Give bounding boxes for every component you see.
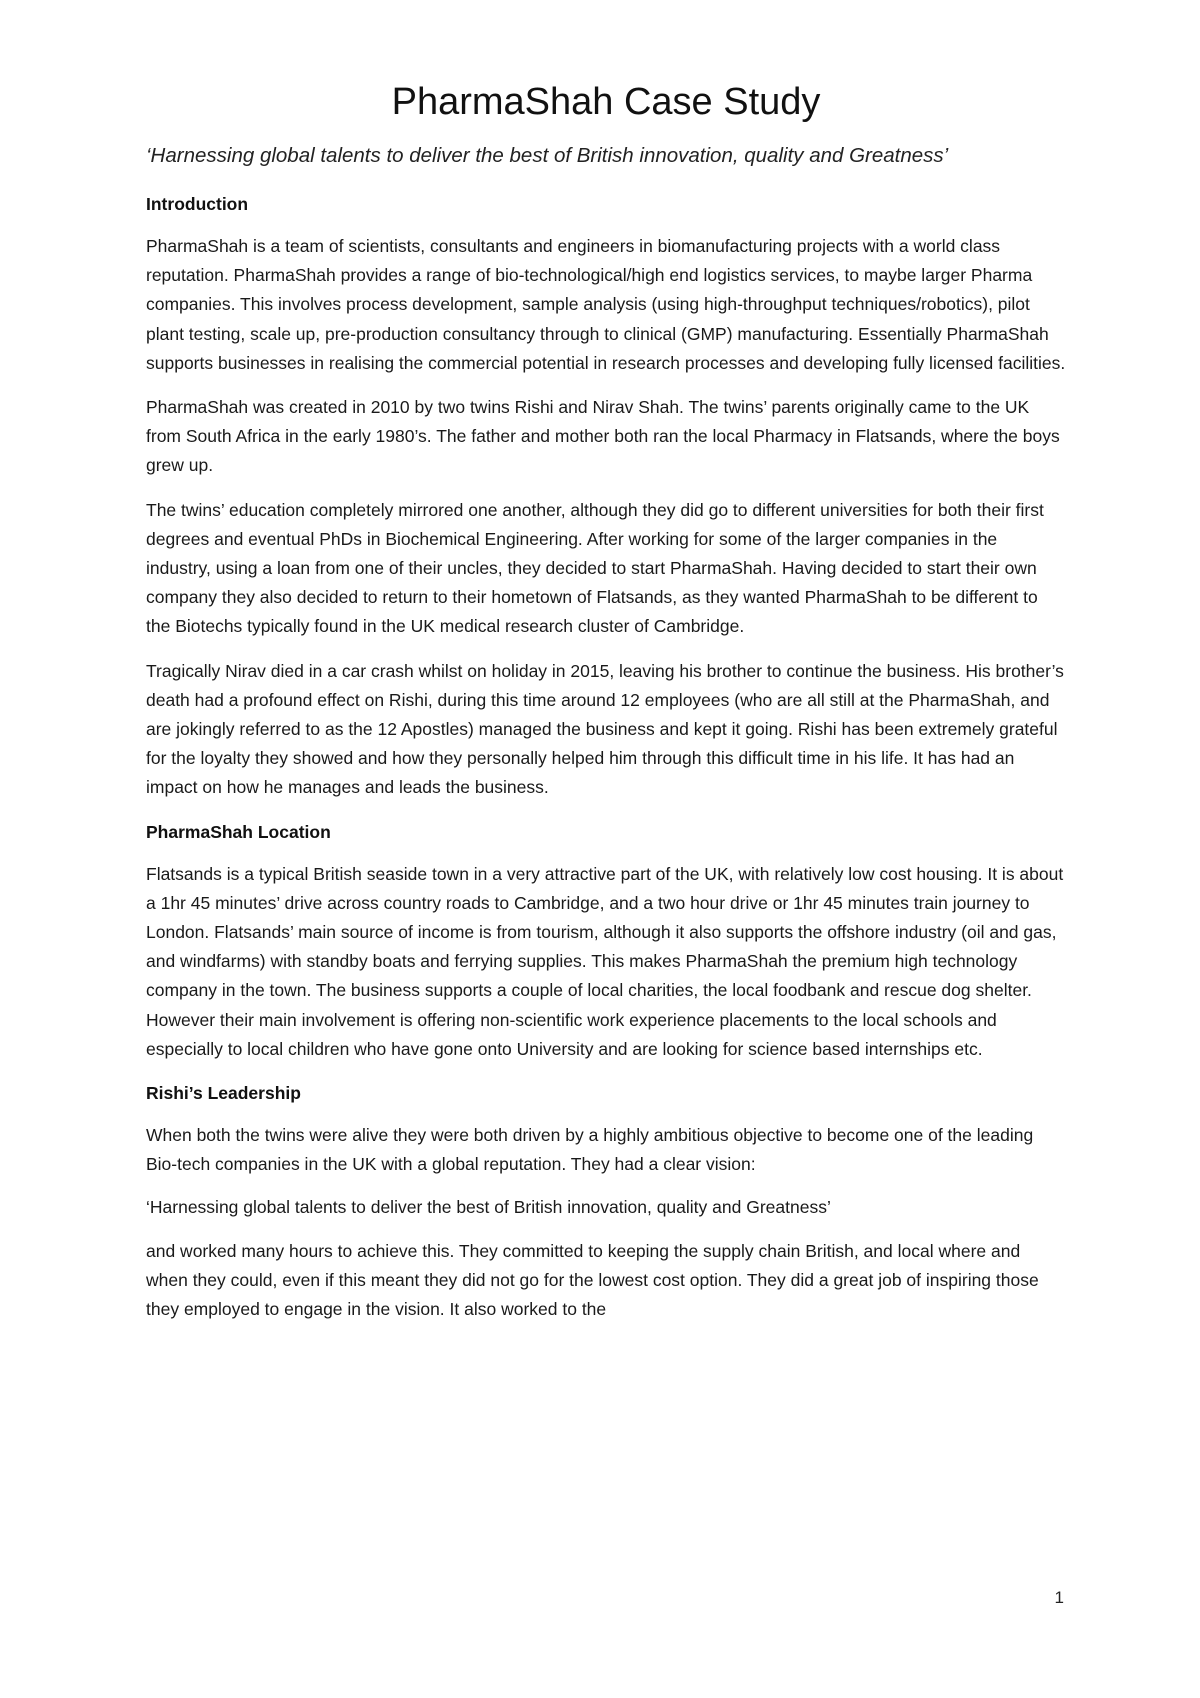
- leadership-paragraph: When both the twins were alive they were both driven by a highly ambitious objective to become one of the leading Bio-tech companies in the UK with a global reputation. They had a clear vision:: [146, 1125, 1034, 1175]
- leadership-section: [146, 1079, 1066, 1324]
- document-subtitle-quote: ‘Harnessing global talents to deliver the best of British innovation, quality and Greatness’: [146, 144, 949, 167]
- section-heading-introduction: Introduction: [146, 194, 249, 214]
- page-number: 1: [1054, 1588, 1064, 1607]
- location-paragraph: Flatsands is a typical British seaside town in a very attractive part of the UK, with relatively low cost housing. It is about a 1hr 45 minutes’ drive across country roads to Cambridge, and a two hour drive or 1hr 45 minutes train journey to London. Flatsands’ main source of income is from tourism, although it also supports the offshore industry (oil and gas, and windfarms) with standby boats and ferrying supplies. This makes PharmaShah the premium high technology company in the town. The business supports a couple of local charities, the local foodbank and rescue dog shelter. However their main involvement is offering non-scientific work experience placements to the local schools and especially to local children who have gone onto University and are looking for science based internships etc.: [146, 863, 1064, 1059]
- introduction-paragraph: The twins’ education completely mirrored one another, although they did go to different universities for both their first degrees and eventual PhDs in Biochemical Engineering. After working for some of the larger companies in the industry, using a loan from one of their uncles, they decided to start PharmaShah. Having decided to start their own company they also decided to return to their hometown of Flatsands, as they wanted PharmaShah to be different to the Biotechs typically found in the UK medical research cluster of Cambridge.: [146, 499, 1044, 637]
- section-heading-leadership: Rishi’s Leadership: [146, 1083, 301, 1104]
- introduction-section: [146, 190, 1066, 803]
- introduction-paragraph: Tragically Nirav died in a car crash whilst on holiday in 2015, leaving his brother to continue the business. His brother’s death had a profound effect on Rishi, during this time around 12 employees (who are all still at the PharmaShah, and are jokingly referred to as the 12 Apostles) managed the business and kept it going. Rishi has been extremely grateful for the loyalty they showed and how they personally helped him through this difficult time in his life. It has had an impact on how he manages and leads the business.: [146, 660, 1064, 798]
- section-heading-location: PharmaShah Location: [146, 821, 331, 842]
- leadership-paragraph: and worked many hours to achieve this. They committed to keeping the supply chain British, and local where and when they could, even if this meant they did not go for the lowest cost option. They did a great job of inspiring those they employed to engage in the vision. It also worked to the: [146, 1240, 1039, 1320]
- introduction-paragraph: PharmaShah was created in 2010 by two twins Rishi and Nirav Shah. The twins’ parents originally came to the UK from South Africa in the early 1980’s. The father and mother both ran the local Pharmacy in Flatsands, where the boys grew up.: [146, 397, 1060, 476]
- location-section: [146, 818, 1066, 1064]
- document-title: PharmaShah Case Study: [391, 81, 821, 123]
- leadership-vision-quote: ‘Harnessing global talents to deliver the best of British innovation, quality and Greatness’: [146, 1197, 831, 1218]
- page-content: [146, 76, 1066, 1339]
- introduction-paragraph: PharmaShah is a team of scientists, consultants and engineers in biomanufacturing projects with a world class reputation. PharmaShah provides a range of bio-technological/high end logistics services, to maybe larger Pharma companies. This involves process development, sample analysis (using high-throughput techniques/robotics), pilot plant testing, scale up, pre-production consultancy through to clinical (GMP) manufacturing. Essentially PharmaShah supports businesses in realising the commercial potential in research processes and developing fully licensed facilities.: [146, 236, 1066, 373]
